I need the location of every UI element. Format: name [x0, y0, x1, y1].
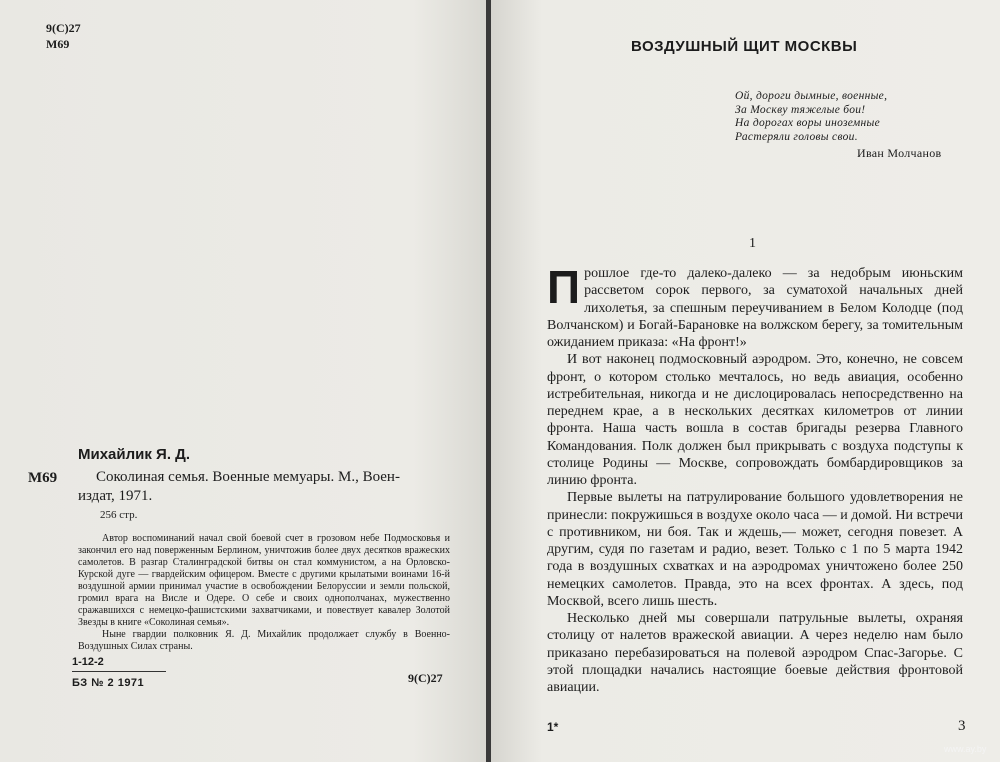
- classification-code-bottom: 9(С)27: [408, 671, 443, 685]
- chapter-title: ВОЗДУШНЫЙ ЩИТ МОСКВЫ: [631, 38, 858, 55]
- epigraph-author: Иван Молчанов: [857, 146, 942, 160]
- biblio-line-2: издат, 1971.: [78, 488, 153, 504]
- watermark: www.ay.by: [944, 744, 987, 754]
- series-code: 1-12-2: [72, 656, 104, 668]
- page-count: 256 стр.: [100, 509, 138, 521]
- publication-plan: БЗ № 2 1971: [72, 677, 145, 689]
- annotation: [78, 533, 450, 653]
- annotation-paragraph: Ныне гвардии полковник Я. Д. Михайлик продолжает службу в Военно-Воздушных Силах страны.: [78, 629, 450, 652]
- divider: [72, 671, 166, 672]
- epigraph-line: За Москву тяжелые бои!: [735, 103, 866, 116]
- bibliographic-record: [78, 468, 450, 506]
- body-paragraph: Несколько дней мы совершали патрульные вылеты, охраняя столицу от налетов вражеской авиации. А через неделю нам было приказано перебазироваться на полевой аэродром Спас-Загорье. С этой площадки начались настоящие боевые действия фронтовой авиации.: [547, 611, 963, 695]
- author-mark: М69: [46, 37, 70, 51]
- paragraph-text: рошлое где-то далеко-далеко — за недобрым июньским рассветом сорок первого, за суматохой начальных дней лихолетья, за спешным переучиванием в Белом Колодце (под Волчанском) и Богай-Барановке на волжском берегу, за томительным ожиданием приказа: «На фронт!»: [547, 266, 963, 350]
- epigraph-line: Растеряли головы свои.: [735, 130, 858, 143]
- body-paragraph: Первые вылеты на патрулирование большого удовлетворения не принесли: покружишься в воздухе около часа — и домой. Ни встречи с противником, ни боя. Так и ждешь,— может, сегодня повезет. А другим, судя по газетам и радио, везет. Только с 1 по 5 марта 1942 года в воздушных схватках и на аэродромах уничтожено более 250 немецких самолетов. Правда, это на всех фронтах. А здесь, под Москвой, всего лишь шесть.: [547, 490, 963, 609]
- right-page: [491, 0, 1000, 762]
- signature-mark: 1*: [547, 720, 559, 734]
- body-paragraph: И вот наконец подмосковный аэродром. Это, конечно, не совсем фронт, о котором столько мечталось, но ведь авиация, особенно истребительная, никогда и не дислоцировалась непосредственно на переднем крае, а в нескольких десятках километров от линии фронта. Наша часть вошла в состав бригады резерва Главного Командования. Полк должен был прикрывать с воздуха подступы к столице Родины — Москве, сопровождать бомбардировщиков за линию фронта.: [547, 352, 963, 488]
- bbk-code: 9(С)27: [46, 21, 81, 35]
- catalog-index: М69: [28, 470, 58, 486]
- book-author: Михайлик Я. Д.: [78, 446, 191, 463]
- epigraph-line: На дорогах воры иноземные: [735, 117, 881, 129]
- left-page: [0, 0, 486, 762]
- biblio-line-1: Соколиная семья. Военные мемуары. М., Воен-: [96, 469, 400, 485]
- page-number: 3: [958, 718, 966, 734]
- annotation-paragraph: Автор воспоминаний начал свой боевой счет в грозовом небе Подмосковья и закончил его над поверженным Берлином, уничтожив более двух десятков вражеских самолетов. В разгар Сталинградской битвы он стал коммунистом, а на Орловско-Курской дуге — гвардейским офицером. Вместе с другими крылатыми воинами 16-й воздушной армии принимал участие в освобождении Белоруссии и земли польской, громил врага на Висле и Одере. О себе и своих однополчанах, мужественно сражавшихся с немецко-фашистскими захватчиками, и повествует кавалер Золотой Звезды в книге «Соколиная семья».: [78, 533, 450, 628]
- epigraph: [735, 90, 887, 144]
- body-text: [547, 261, 963, 696]
- body-paragraph: [547, 261, 963, 351]
- classification-code-top: [46, 20, 81, 52]
- section-number: 1: [749, 236, 756, 251]
- epigraph-line: Ой, дороги дымные, военные,: [735, 90, 888, 102]
- drop-cap: П: [547, 261, 581, 313]
